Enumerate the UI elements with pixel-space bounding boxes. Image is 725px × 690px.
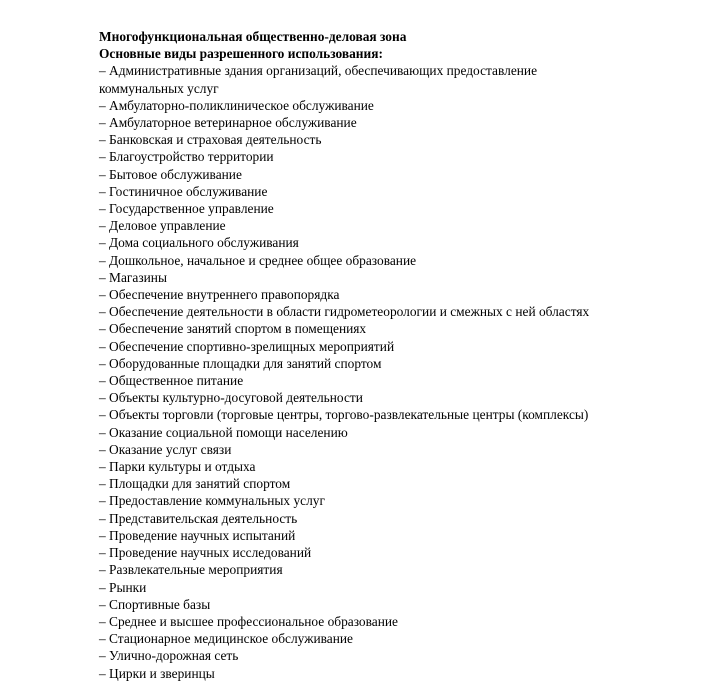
list-item: – Амбулаторное ветеринарное обслуживание [99, 115, 357, 131]
list-item: – Дошкольное, начальное и среднее общее образование [99, 252, 417, 268]
list-item: – Обеспечение спортивно-зрелищных мероприятий [99, 338, 395, 354]
list-item: – Стационарное медицинское обслуживание [99, 631, 353, 647]
list-item: – Оказание социальной помощи населению [99, 424, 348, 440]
list-item: – Оборудованные площадки для занятий спортом [99, 355, 382, 371]
list-item: – Деловое управление [99, 218, 226, 234]
list-item: – Дома социального обслуживания [99, 235, 299, 251]
document-page [99, 28, 709, 682]
list-item: – Магазины [99, 269, 167, 285]
list-item: – Банковская и страховая деятельность [99, 132, 322, 148]
list-item: – Обеспечение деятельности в области гидрометеорологии и смежных с ней областях [99, 304, 590, 320]
list-item: – Спортивные базы [99, 596, 211, 612]
list-item: – Развлекательные мероприятия [99, 562, 283, 578]
list-item: – Рынки [99, 579, 147, 595]
list-item: – Среднее и высшее профессиональное образование [99, 613, 398, 629]
list-item: – Предоставление коммунальных услуг [99, 493, 325, 509]
list-item: – Объекты торговли (торговые центры, торгово-развлекательные центры (комплексы) [99, 407, 589, 423]
list-item: – Парки культуры и отдыха [99, 459, 256, 475]
list-item: – Государственное управление [99, 201, 274, 217]
list-item: – Благоустройство территории [99, 149, 274, 165]
list-item: – Обеспечение занятий спортом в помещениях [99, 321, 367, 337]
list-item: – Цирки и зверинцы [99, 665, 215, 681]
list-item: – Общественное питание [99, 373, 244, 389]
list-item: – Улично-дорожная сеть [99, 648, 239, 664]
list-item: – Проведение научных испытаний [99, 527, 296, 543]
list-item: – Площадки для занятий спортом [99, 476, 291, 492]
document-subtitle: Основные виды разрешенного использования: [99, 46, 383, 62]
list-item: – Представительская деятельность [99, 510, 298, 526]
list-item: – Проведение научных исследований [99, 545, 312, 561]
list-item: – Гостиничное обслуживание [99, 183, 268, 199]
list-item: – Амбулаторно-поликлиническое обслуживание [99, 97, 374, 113]
list-item: – Объекты культурно-досуговой деятельности [99, 390, 363, 406]
list-item: – Оказание услуг связи [99, 441, 232, 457]
permitted-use-list [99, 62, 709, 681]
list-item: – Административные здания организаций, обеспечивающих предоставление коммунальных услуг [99, 63, 538, 96]
list-item: – Бытовое обслуживание [99, 166, 242, 182]
list-item: – Обеспечение внутреннего правопорядка [99, 287, 340, 303]
document-title: Многофункциональная общественно-деловая зона [99, 29, 407, 44]
